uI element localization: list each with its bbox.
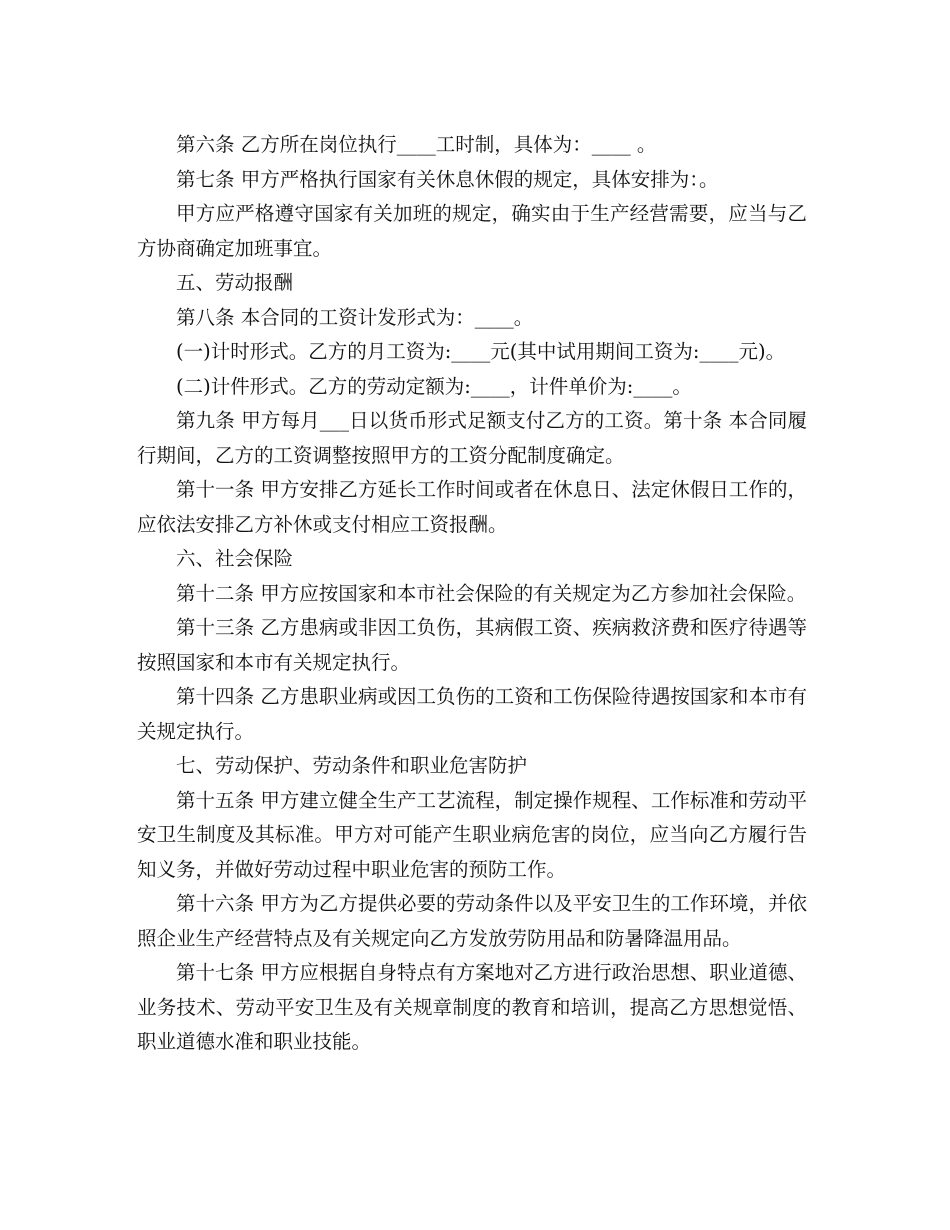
- article-6: 第六条 乙方所在岗位执行____工时制，具体为：____ 。: [176, 133, 657, 156]
- article-11: 第十一条 甲方安排乙方延长工作时间或者在休息日、法定休假日工作的，应依法安排乙方补休或支付相应工资报酬。: [137, 478, 807, 536]
- document-body: [137, 128, 807, 1060]
- article-8: 第八条 本合同的工资计发形式为：____。: [176, 305, 534, 329]
- section-heading-labor-protection: 七、劳动保护、劳动条件和职业危害防护: [176, 754, 528, 777]
- article-16: 第十六条 甲方为乙方提供必要的劳动条件以及平安卫生的工作环境，并依照企业生产经营特点及有关规定向乙方发放劳防用品和防暑降温用品。: [137, 892, 807, 950]
- article-12: 第十二条 甲方应按国家和本市社会保险的有关规定为乙方参加社会保险。: [176, 581, 807, 605]
- section-heading-social-insurance: 六、社会保险: [176, 547, 294, 570]
- section-heading-remuneration: 五、劳动报酬: [176, 271, 294, 294]
- article-17: 第十七条 甲方应根据自身特点有方案地对乙方进行政治思想、职业道德、业务技术、劳动平安卫生及有关规章制度的教育和培训，提高乙方思想觉悟、职业道德水准和职业技能。: [137, 961, 807, 1053]
- overtime-paragraph: 甲方应严格遵守国家有关加班的规定，确实由于生产经营需要，应当与乙方协商确定加班事宜。: [137, 202, 807, 260]
- article-13: 第十三条 乙方患病或非因工负伤，其病假工资、疾病救济费和医疗待遇等按照国家和本市有关规定执行。: [137, 616, 807, 674]
- article-9-10: 第九条 甲方每月___日以货币形式足额支付乙方的工资。第十条 本合同履行期间，乙方的工资调整按照甲方的工资分配制度确定。: [137, 409, 807, 467]
- article-14: 第十四条 乙方患职业病或因工负伤的工资和工伤保险待遇按国家和本市有关规定执行。: [137, 685, 807, 743]
- article-15: 第十五条 甲方建立健全生产工艺流程，制定操作规程、工作标准和劳动平安卫生制度及其标准。甲方对可能产生职业病危害的岗位，应当向乙方履行告知义务，并做好劳动过程中职业危害的预防工作。: [137, 788, 807, 881]
- article-7: 第七条 甲方严格执行国家有关休息休假的规定，具体安排为：。: [176, 167, 719, 191]
- article-8-item-2: (二)计件形式。乙方的劳动定额为:____，计件单价为:____。: [176, 374, 692, 398]
- article-8-item-1: (一)计时形式。乙方的月工资为:____元(其中试用期间工资为:____元)。: [176, 340, 786, 363]
